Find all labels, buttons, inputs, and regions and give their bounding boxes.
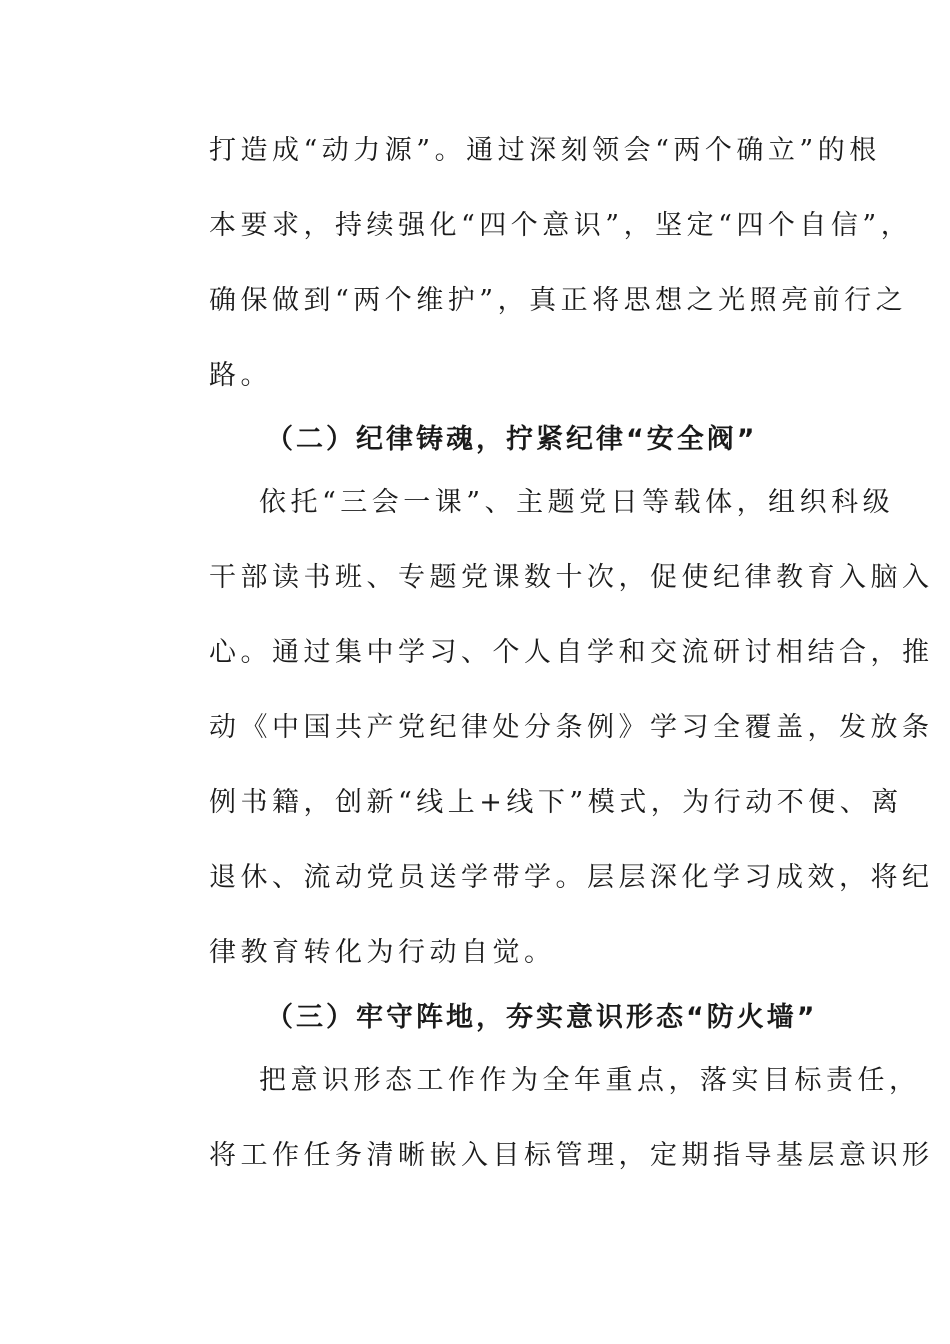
paragraph-3-line-2: 将工作任务清晰嵌入目标管理，定期指导基层意识形	[209, 1140, 934, 1171]
paragraph-2-line-5: 例书籍，创新“线上+线下”模式，为行动不便、离	[209, 787, 903, 818]
paragraph-1-line-1: 打造成“动力源”。通过深刻领会“两个确立”的根	[209, 135, 881, 166]
paragraph-2-line-1: 依托“三会一课”、主题党日等载体，组织科级	[259, 487, 895, 518]
section-heading-3: （三）牢守阵地，夯实意识形态“防火墙”	[266, 1002, 818, 1033]
paragraph-1-line-3: 确保做到“两个维护”，真正将思想之光照亮前行之	[209, 285, 908, 316]
paragraph-3-line-1: 把意识形态工作作为全年重点，落实目标责任，	[259, 1065, 921, 1096]
paragraph-2-line-7: 律教育转化为行动自觉。	[209, 937, 556, 968]
paragraph-2-line-4: 动《中国共产党纪律处分条例》学习全覆盖，发放条	[209, 712, 934, 743]
paragraph-1-line-4: 路。	[209, 360, 272, 391]
paragraph-2-line-6: 退休、流动党员送学带学。层层深化学习成效，将纪	[209, 862, 934, 893]
paragraph-2-line-2: 干部读书班、专题党课数十次，促使纪律教育入脑入	[209, 562, 934, 593]
paragraph-2-line-3: 心。通过集中学习、个人自学和交流研讨相结合，推	[209, 637, 934, 668]
paragraph-1-line-2: 本要求，持续强化“四个意识”，坚定“四个自信”，	[209, 210, 913, 241]
section-heading-2: （二）纪律铸魂，拧紧纪律“安全阀”	[266, 424, 758, 455]
